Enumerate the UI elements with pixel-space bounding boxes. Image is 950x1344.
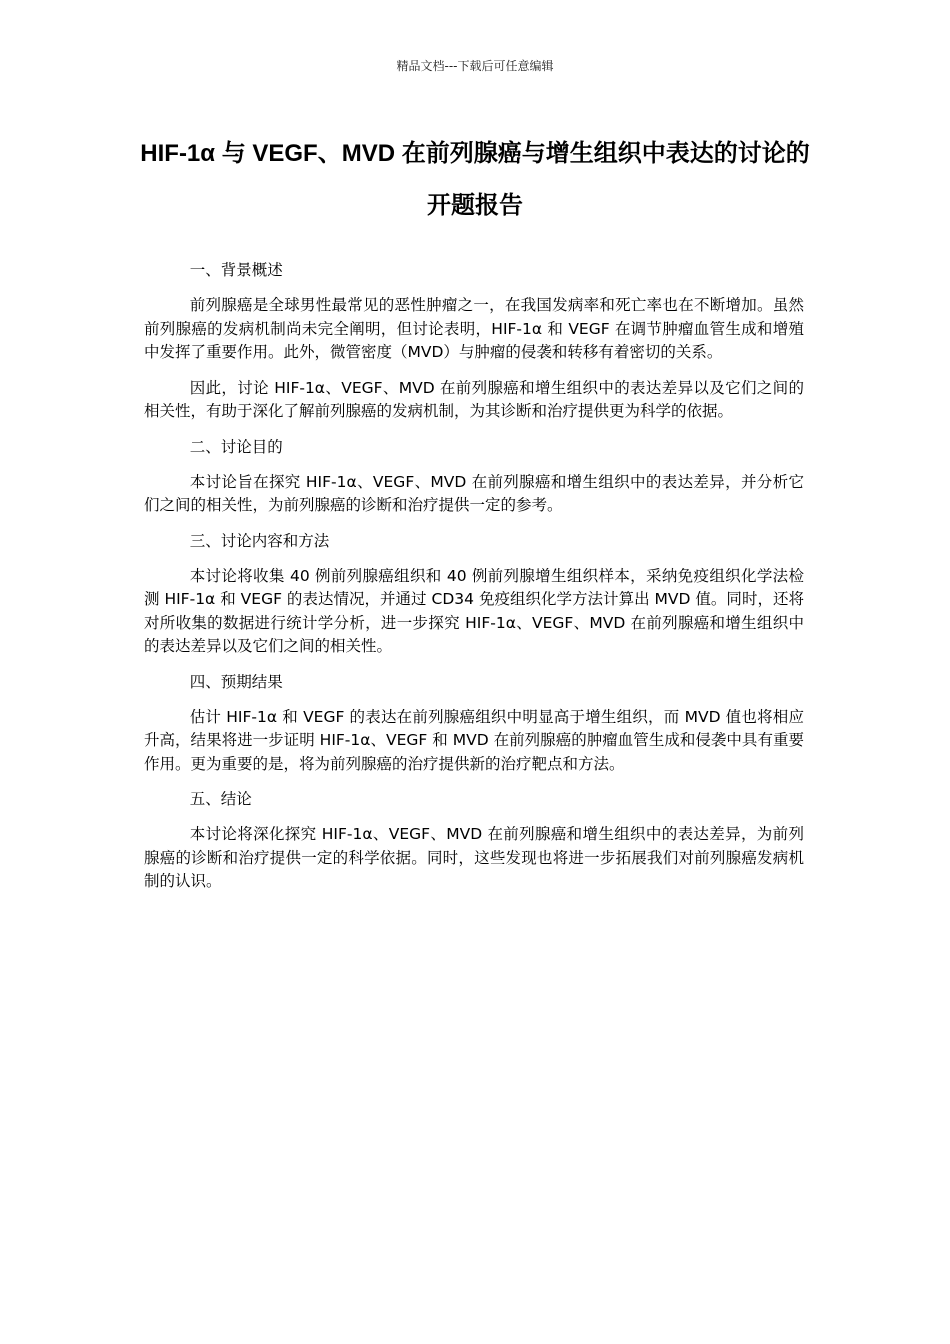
- paragraph: 本讨论将收集 40 例前列腺癌组织和 40 例前列腺增生组织样本，采纳免疫组织化学法检测 HIF-1α 和 VEGF 的表达情况，并通过 CD34 免疫组织化学方法计算出 MVD 值。同时，还将对所收集的数据进行统计学分析，进一步探究 HIF-1α、VEGF、MVD 在前列腺癌和增生组织中的表达差异以及它们之间的相关性。: [144, 566, 804, 655]
- section-content-methods: [144, 530, 804, 659]
- section-purpose: [144, 436, 804, 518]
- paragraph: 前列腺癌是全球男性最常见的恶性肿瘤之一，在我国发病率和死亡率也在不断增加。虽然前列腺癌的发病机制尚未完全阐明，但讨论表明，HIF-1α 和 VEGF 在调节肿瘤血管生成和增殖中发挥了重要作用。此外，微管密度（MVD）与肿瘤的侵袭和转移有着密切的关系。: [144, 296, 804, 361]
- section-heading: 五、结论: [189, 790, 252, 808]
- section-heading: 二、讨论目的: [189, 437, 283, 456]
- section-heading: 一、背景概述: [189, 261, 283, 279]
- document-body: [144, 259, 804, 906]
- section-expected-results: [144, 671, 804, 777]
- paragraph: 本讨论将深化探究 HIF-1α、VEGF、MVD 在前列腺癌和增生组织中的表达差异，为前列腺癌的诊断和治疗提供一定的科学依据。同时，这些发现也将进一步拓展我们对前列腺癌发病机制的认识。: [144, 825, 804, 890]
- paragraph: 因此，讨论 HIF-1α、VEGF、MVD 在前列腺癌和增生组织中的表达差异以及它们之间的相关性，有助于深化了解前列腺癌的发病机制，为其诊断和治疗提供更为科学的依据。: [144, 378, 804, 420]
- section-conclusion: [144, 788, 804, 894]
- paragraph: 本讨论旨在探究 HIF-1α、VEGF、MVD 在前列腺癌和增生组织中的表达差异，并分析它们之间的相关性，为前列腺癌的诊断和治疗提供一定的参考。: [144, 472, 804, 514]
- section-heading: 四、预期结果: [189, 672, 283, 691]
- document-title: HIF-1α 与 VEGF、MVD 在前列腺癌与增生组织中表达的讨论的开题报告: [140, 140, 810, 219]
- page-header: 精品文档---下载后可任意编辑: [396, 59, 554, 73]
- paragraph: 估计 HIF-1α 和 VEGF 的表达在前列腺癌组织中明显高于增生组织，而 MVD 值也将相应升高，结果将进一步证明 HIF-1α、VEGF 和 MVD 在前列腺癌的肿瘤血管生成和侵袭中具有重要作用。更为重要的是，将为前列腺癌的治疗提供新的治疗靶点和方法。: [144, 707, 804, 773]
- section-heading: 三、讨论内容和方法: [189, 531, 330, 550]
- section-background: [144, 259, 804, 424]
